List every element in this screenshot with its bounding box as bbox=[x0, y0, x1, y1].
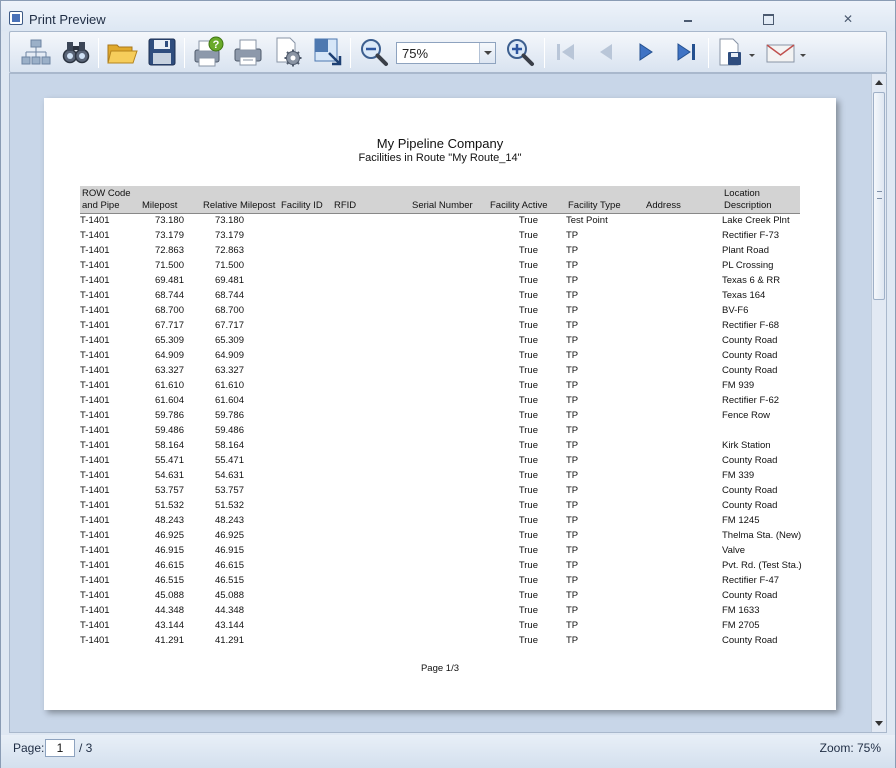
table-row bbox=[80, 590, 800, 605]
table-row bbox=[80, 365, 800, 380]
cell-milepost: 54.631 bbox=[154, 470, 184, 481]
cell-facility-type: TP bbox=[566, 320, 579, 331]
cell-row-code: T-1401 bbox=[80, 410, 110, 421]
cell-facility-active: True bbox=[518, 380, 538, 391]
cell-facility-type: TP bbox=[566, 410, 579, 421]
table-row bbox=[80, 275, 800, 290]
status-bar bbox=[1, 735, 895, 768]
table-row bbox=[80, 605, 800, 620]
cell-relative-milepost: 58.164 bbox=[214, 440, 244, 451]
cell-row-code: T-1401 bbox=[80, 635, 110, 646]
cell-relative-milepost: 54.631 bbox=[214, 470, 244, 481]
cell-relative-milepost: 71.500 bbox=[214, 260, 244, 271]
table-row bbox=[80, 560, 800, 575]
cell-row-code: T-1401 bbox=[80, 305, 110, 316]
cell-location-description: FM 339 bbox=[722, 470, 755, 481]
cell-facility-type: TP bbox=[566, 245, 579, 256]
find-button[interactable] bbox=[60, 36, 92, 68]
cell-row-code: T-1401 bbox=[80, 560, 110, 571]
cell-relative-milepost: 46.515 bbox=[214, 575, 244, 586]
cell-facility-active: True bbox=[518, 320, 538, 331]
cell-facility-active: True bbox=[518, 350, 538, 361]
header-relative-milepost: Relative Milepost bbox=[203, 200, 276, 211]
cell-relative-milepost: 69.481 bbox=[214, 275, 244, 286]
cell-row-code: T-1401 bbox=[80, 590, 110, 601]
cell-location-description: County Road bbox=[722, 485, 778, 496]
cell-relative-milepost: 51.532 bbox=[214, 500, 244, 511]
last-page-button[interactable] bbox=[670, 36, 702, 68]
zoom-out-icon bbox=[358, 36, 390, 68]
table-row bbox=[80, 395, 800, 410]
zoom-value: 75% bbox=[402, 46, 429, 61]
cell-milepost: 72.863 bbox=[154, 245, 184, 256]
header-milepost: Milepost bbox=[142, 200, 178, 211]
table-header bbox=[80, 186, 800, 214]
cell-relative-milepost: 63.327 bbox=[214, 365, 244, 376]
cell-facility-type: TP bbox=[566, 605, 579, 616]
cell-milepost: 46.615 bbox=[154, 560, 184, 571]
cell-location-description: Lake Creek Plnt bbox=[722, 215, 790, 226]
cell-milepost: 73.179 bbox=[154, 230, 184, 241]
cell-row-code: T-1401 bbox=[80, 290, 110, 301]
cell-facility-active: True bbox=[518, 515, 538, 526]
page-label: Page: bbox=[13, 741, 45, 755]
cell-row-code: T-1401 bbox=[80, 485, 110, 496]
toolbar bbox=[9, 31, 887, 73]
vertical-scrollbar[interactable] bbox=[871, 74, 886, 732]
cell-milepost: 68.700 bbox=[154, 305, 184, 316]
cell-facility-type: TP bbox=[566, 260, 579, 271]
table-row bbox=[80, 500, 800, 515]
binoculars-icon bbox=[60, 36, 92, 68]
scroll-up-arrow-icon[interactable] bbox=[875, 80, 883, 85]
zoom-status: Zoom: 75% bbox=[819, 741, 881, 755]
cell-location-description: Texas 6 & RR bbox=[722, 275, 781, 286]
cell-facility-active: True bbox=[518, 230, 538, 241]
cell-facility-active: True bbox=[518, 365, 538, 376]
window-title: Print Preview bbox=[29, 12, 106, 27]
cell-milepost: 68.744 bbox=[154, 290, 184, 301]
table-row bbox=[80, 485, 800, 500]
cell-row-code: T-1401 bbox=[80, 545, 110, 556]
current-page-input[interactable]: 1 bbox=[45, 739, 75, 757]
cell-row-code: T-1401 bbox=[80, 245, 110, 256]
cell-facility-active: True bbox=[518, 410, 538, 421]
cell-facility-type: TP bbox=[566, 575, 579, 586]
cell-row-code: T-1401 bbox=[80, 425, 110, 436]
cell-facility-active: True bbox=[518, 215, 538, 226]
cell-relative-milepost: 64.909 bbox=[214, 350, 244, 361]
cell-facility-active: True bbox=[518, 455, 538, 466]
cell-relative-milepost: 45.088 bbox=[214, 590, 244, 601]
table-row bbox=[80, 290, 800, 305]
cell-facility-active: True bbox=[518, 425, 538, 436]
close-button[interactable]: ✕ bbox=[842, 12, 854, 26]
cell-relative-milepost: 53.757 bbox=[214, 485, 244, 496]
svg-text:?: ? bbox=[212, 39, 220, 51]
table-row bbox=[80, 320, 800, 335]
cell-location-description: Plant Road bbox=[722, 245, 770, 256]
cell-facility-active: True bbox=[518, 260, 538, 271]
cell-relative-milepost: 59.486 bbox=[214, 425, 244, 436]
cell-location-description: County Road bbox=[722, 365, 778, 376]
cell-row-code: T-1401 bbox=[80, 275, 110, 286]
cell-facility-active: True bbox=[518, 530, 538, 541]
cell-relative-milepost: 41.291 bbox=[214, 635, 244, 646]
zoom-out-button[interactable] bbox=[358, 36, 390, 68]
cell-milepost: 58.164 bbox=[154, 440, 184, 451]
report-page bbox=[44, 98, 836, 710]
cell-location-description: County Road bbox=[722, 500, 778, 511]
cell-milepost: 69.481 bbox=[154, 275, 184, 286]
cell-location-description: County Road bbox=[722, 590, 778, 601]
cell-relative-milepost: 48.243 bbox=[214, 515, 244, 526]
scale-icon bbox=[312, 36, 344, 68]
cell-facility-active: True bbox=[518, 575, 538, 586]
cell-facility-type: TP bbox=[566, 455, 579, 466]
cell-row-code: T-1401 bbox=[80, 455, 110, 466]
cell-relative-milepost: 43.144 bbox=[214, 620, 244, 631]
last-page-icon bbox=[670, 36, 702, 68]
send-email-button[interactable] bbox=[764, 36, 808, 68]
cell-facility-type: TP bbox=[566, 395, 579, 406]
page-indicator: Page 1/3 bbox=[420, 663, 460, 674]
cell-relative-milepost: 46.615 bbox=[214, 560, 244, 571]
first-page-button[interactable] bbox=[550, 36, 582, 68]
cell-milepost: 53.757 bbox=[154, 485, 184, 496]
cell-facility-active: True bbox=[518, 485, 538, 496]
table-row bbox=[80, 410, 800, 425]
cell-row-code: T-1401 bbox=[80, 620, 110, 631]
scroll-down-arrow-icon[interactable] bbox=[875, 721, 883, 726]
header-serial-number: Serial Number bbox=[412, 200, 473, 211]
cell-location-description: County Road bbox=[722, 635, 778, 646]
cell-location-description: FM 1245 bbox=[722, 515, 760, 526]
table-row bbox=[80, 425, 800, 440]
previous-page-button[interactable] bbox=[590, 36, 622, 68]
header-location-description: Description bbox=[724, 200, 772, 211]
table-row bbox=[80, 515, 800, 530]
cell-facility-active: True bbox=[518, 395, 538, 406]
export-icon bbox=[716, 36, 758, 68]
scale-button[interactable] bbox=[312, 36, 344, 68]
cell-location-description: BV-F6 bbox=[722, 305, 749, 316]
cell-location-description: PL Crossing bbox=[722, 260, 774, 271]
cell-facility-type: TP bbox=[566, 515, 579, 526]
cell-location-description: Thelma Sta. (New) bbox=[722, 530, 802, 541]
cell-relative-milepost: 73.179 bbox=[214, 230, 244, 241]
cell-facility-type: TP bbox=[566, 560, 579, 571]
minimize-button[interactable] bbox=[679, 12, 697, 26]
cell-milepost: 45.088 bbox=[154, 590, 184, 601]
cell-facility-type: TP bbox=[566, 545, 579, 556]
cell-row-code: T-1401 bbox=[80, 605, 110, 616]
table-row bbox=[80, 245, 800, 260]
table-row bbox=[80, 635, 800, 650]
report-subtitle: Facilities in Route "My Route_14" bbox=[358, 152, 522, 164]
zoom-in-icon bbox=[504, 36, 536, 68]
cell-facility-active: True bbox=[518, 635, 538, 646]
header-row-code-pipe: and Pipe bbox=[82, 200, 120, 211]
cell-row-code: T-1401 bbox=[80, 515, 110, 526]
first-page-icon bbox=[550, 36, 582, 68]
table-row bbox=[80, 230, 800, 245]
cell-relative-milepost: 68.700 bbox=[214, 305, 244, 316]
maximize-button[interactable] bbox=[759, 12, 777, 26]
cell-facility-type: Test Point bbox=[566, 215, 608, 226]
cell-row-code: T-1401 bbox=[80, 230, 110, 241]
cell-location-description: FM 939 bbox=[722, 380, 755, 391]
next-page-icon bbox=[630, 36, 662, 68]
cell-row-code: T-1401 bbox=[80, 350, 110, 361]
cell-location-description: County Road bbox=[722, 335, 778, 346]
table-row bbox=[80, 620, 800, 635]
cell-location-description: Kirk Station bbox=[722, 440, 771, 451]
print-dialog-button[interactable] bbox=[192, 36, 224, 68]
table-row bbox=[80, 575, 800, 590]
zoom-combobox[interactable] bbox=[396, 42, 496, 64]
cell-row-code: T-1401 bbox=[80, 470, 110, 481]
quick-print-button[interactable] bbox=[232, 36, 264, 68]
cell-facility-type: TP bbox=[566, 440, 579, 451]
cell-relative-milepost: 44.348 bbox=[214, 605, 244, 616]
cell-facility-active: True bbox=[518, 500, 538, 511]
title-bar bbox=[1, 1, 895, 31]
header-row-code: ROW Code bbox=[82, 188, 131, 199]
open-button[interactable] bbox=[106, 36, 138, 68]
cell-facility-type: TP bbox=[566, 350, 579, 361]
cell-milepost: 51.532 bbox=[154, 500, 184, 511]
cell-milepost: 46.915 bbox=[154, 545, 184, 556]
cell-milepost: 67.717 bbox=[154, 320, 184, 331]
page-setup-button[interactable] bbox=[272, 36, 304, 68]
cell-location-description: Fence Row bbox=[722, 410, 771, 421]
zoom-in-button[interactable] bbox=[504, 36, 536, 68]
cell-location-description: Valve bbox=[722, 545, 746, 556]
table-row bbox=[80, 545, 800, 560]
cell-facility-type: TP bbox=[566, 590, 579, 601]
cell-relative-milepost: 46.925 bbox=[214, 530, 244, 541]
cell-milepost: 65.309 bbox=[154, 335, 184, 346]
cell-milepost: 63.327 bbox=[154, 365, 184, 376]
cell-milepost: 61.604 bbox=[154, 395, 184, 406]
cell-row-code: T-1401 bbox=[80, 500, 110, 511]
next-page-button[interactable] bbox=[630, 36, 662, 68]
cell-relative-milepost: 46.915 bbox=[214, 545, 244, 556]
cell-location-description: County Road bbox=[722, 455, 778, 466]
cell-location-description: Texas 164 bbox=[722, 290, 766, 301]
cell-facility-active: True bbox=[518, 605, 538, 616]
cell-row-code: T-1401 bbox=[80, 575, 110, 586]
cell-relative-milepost: 59.786 bbox=[214, 410, 244, 421]
printer-icon bbox=[232, 36, 264, 68]
cell-milepost: 46.515 bbox=[154, 575, 184, 586]
save-icon bbox=[146, 36, 178, 68]
cell-facility-type: TP bbox=[566, 305, 579, 316]
cell-row-code: T-1401 bbox=[80, 380, 110, 391]
header-facility-id: Facility ID bbox=[281, 200, 323, 211]
cell-row-code: T-1401 bbox=[80, 320, 110, 331]
total-pages: / 3 bbox=[79, 741, 93, 755]
document-map-icon bbox=[20, 36, 52, 68]
cell-relative-milepost: 61.610 bbox=[214, 380, 244, 391]
header-facility-type: Facility Type bbox=[568, 200, 621, 211]
cell-facility-type: TP bbox=[566, 335, 579, 346]
cell-facility-active: True bbox=[518, 620, 538, 631]
cell-relative-milepost: 73.180 bbox=[214, 215, 244, 226]
cell-milepost: 61.610 bbox=[154, 380, 184, 391]
cell-location-description: Pvt. Rd. (Test Sta.) bbox=[722, 560, 802, 571]
zoom-dropdown-button[interactable] bbox=[479, 43, 495, 63]
cell-milepost: 64.909 bbox=[154, 350, 184, 361]
report-title: My Pipeline Company bbox=[376, 136, 504, 151]
cell-facility-type: TP bbox=[566, 230, 579, 241]
table-row bbox=[80, 350, 800, 365]
cell-facility-active: True bbox=[518, 290, 538, 301]
cell-milepost: 46.925 bbox=[154, 530, 184, 541]
page-setup-icon bbox=[272, 36, 304, 68]
export-button[interactable] bbox=[716, 36, 758, 68]
scroll-thumb[interactable] bbox=[873, 92, 885, 300]
cell-row-code: T-1401 bbox=[80, 215, 110, 226]
mail-icon bbox=[764, 36, 808, 68]
table-row bbox=[80, 380, 800, 395]
cell-facility-type: TP bbox=[566, 365, 579, 376]
cell-relative-milepost: 55.471 bbox=[214, 455, 244, 466]
table-row bbox=[80, 470, 800, 485]
cell-milepost: 43.144 bbox=[154, 620, 184, 631]
cell-relative-milepost: 67.717 bbox=[214, 320, 244, 331]
folder-open-icon bbox=[106, 36, 138, 68]
cell-location-description: County Road bbox=[722, 350, 778, 361]
cell-milepost: 59.786 bbox=[154, 410, 184, 421]
cell-row-code: T-1401 bbox=[80, 260, 110, 271]
table-row bbox=[80, 305, 800, 320]
header-facility-active: Facility Active bbox=[490, 200, 548, 211]
cell-facility-active: True bbox=[518, 560, 538, 571]
cell-relative-milepost: 61.604 bbox=[214, 395, 244, 406]
previous-page-icon bbox=[590, 36, 622, 68]
cell-facility-type: TP bbox=[566, 275, 579, 286]
cell-facility-type: TP bbox=[566, 500, 579, 511]
cell-facility-type: TP bbox=[566, 485, 579, 496]
cell-facility-type: TP bbox=[566, 290, 579, 301]
cell-facility-active: True bbox=[518, 305, 538, 316]
header-rfid: RFID bbox=[334, 200, 357, 211]
save-button[interactable] bbox=[146, 36, 178, 68]
cell-facility-active: True bbox=[518, 275, 538, 286]
app-icon bbox=[9, 11, 23, 25]
cell-facility-type: TP bbox=[566, 470, 579, 481]
cell-location-description: FM 1633 bbox=[722, 605, 760, 616]
cell-facility-active: True bbox=[518, 440, 538, 451]
table-row bbox=[80, 335, 800, 350]
cell-facility-type: TP bbox=[566, 380, 579, 391]
header-location: Location bbox=[724, 188, 760, 199]
cell-row-code: T-1401 bbox=[80, 365, 110, 376]
cell-milepost: 44.348 bbox=[154, 605, 184, 616]
table-row bbox=[80, 215, 800, 230]
cell-milepost: 71.500 bbox=[154, 260, 184, 271]
cell-facility-type: TP bbox=[566, 530, 579, 541]
cell-location-description: Rectifier F-62 bbox=[722, 395, 780, 406]
cell-row-code: T-1401 bbox=[80, 530, 110, 541]
cell-facility-type: TP bbox=[566, 635, 579, 646]
cell-milepost: 73.180 bbox=[154, 215, 184, 226]
cell-facility-type: TP bbox=[566, 620, 579, 631]
preview-area[interactable] bbox=[9, 73, 887, 733]
cell-relative-milepost: 68.744 bbox=[214, 290, 244, 301]
cell-location-description: Rectifier F-47 bbox=[722, 575, 780, 586]
table-row bbox=[80, 530, 800, 545]
cell-relative-milepost: 72.863 bbox=[214, 245, 244, 256]
cell-facility-active: True bbox=[518, 470, 538, 481]
cell-location-description: Rectifier F-73 bbox=[722, 230, 780, 241]
table-row bbox=[80, 440, 800, 455]
cell-location-description: Rectifier F-68 bbox=[722, 320, 780, 331]
header-address: Address bbox=[646, 200, 681, 211]
cell-facility-active: True bbox=[518, 545, 538, 556]
cell-row-code: T-1401 bbox=[80, 335, 110, 346]
cell-location-description: FM 2705 bbox=[722, 620, 760, 631]
cell-milepost: 55.471 bbox=[154, 455, 184, 466]
document-map-button[interactable] bbox=[20, 36, 52, 68]
cell-row-code: T-1401 bbox=[80, 440, 110, 451]
cell-facility-active: True bbox=[518, 335, 538, 346]
cell-facility-active: True bbox=[518, 590, 538, 601]
table-row bbox=[80, 455, 800, 470]
table-body bbox=[80, 215, 800, 650]
cell-milepost: 59.486 bbox=[154, 425, 184, 436]
print-help-icon bbox=[192, 36, 224, 68]
cell-milepost: 41.291 bbox=[154, 635, 184, 646]
cell-milepost: 48.243 bbox=[154, 515, 184, 526]
cell-relative-milepost: 65.309 bbox=[214, 335, 244, 346]
cell-facility-active: True bbox=[518, 245, 538, 256]
table-row bbox=[80, 260, 800, 275]
cell-row-code: T-1401 bbox=[80, 395, 110, 406]
cell-facility-type: TP bbox=[566, 425, 579, 436]
